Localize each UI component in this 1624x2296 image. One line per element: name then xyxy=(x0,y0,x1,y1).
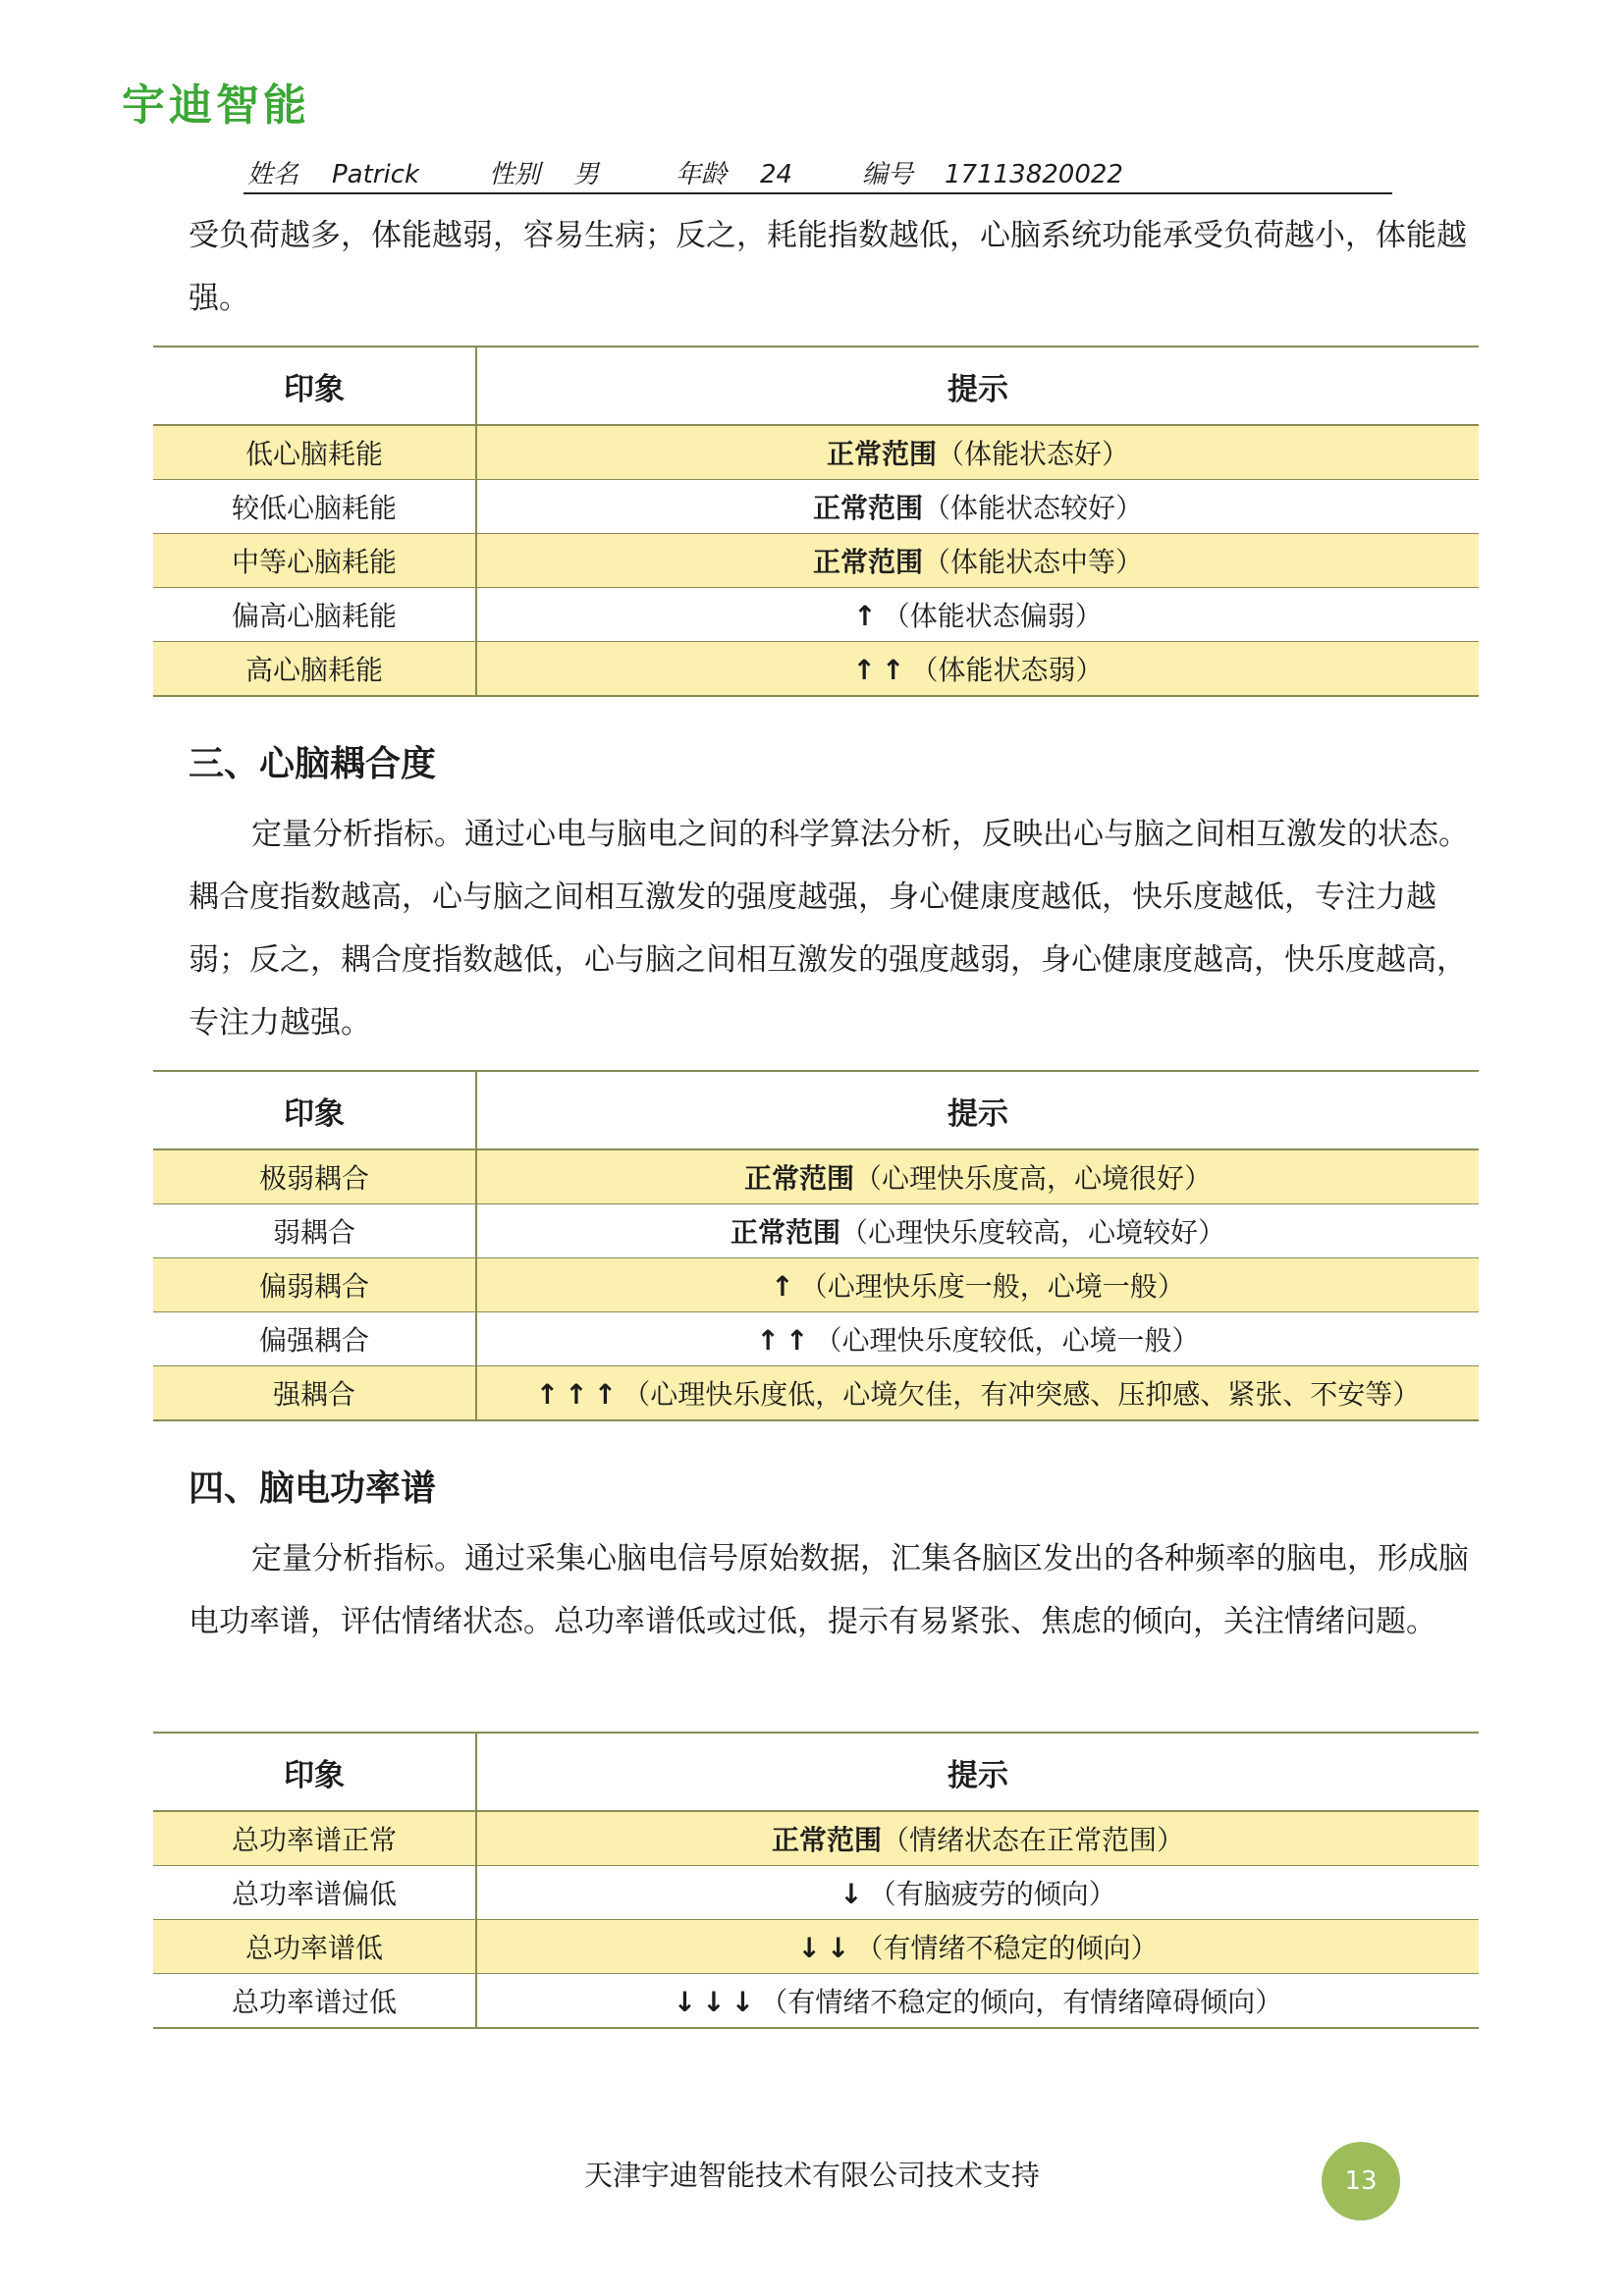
row-impression: 高心脑耗能 xyxy=(153,642,476,697)
name-label: 姓名 xyxy=(247,160,299,189)
table-header-hint: 提示 xyxy=(476,347,1479,425)
arrow-up-icon: ↑↑↑ xyxy=(535,1378,623,1411)
table-header-impression: 印象 xyxy=(153,1071,476,1149)
row-impression: 总功率谱正常 xyxy=(153,1811,476,1866)
row-impression: 偏强耦合 xyxy=(153,1312,476,1366)
table-coupling xyxy=(153,1070,1479,1421)
table-row xyxy=(153,642,1479,697)
table-row xyxy=(153,1149,1479,1204)
hint-note: （有情绪不稳定的倾向） xyxy=(855,1932,1159,1964)
hint-strong: 正常范围 xyxy=(743,1162,854,1195)
row-hint xyxy=(476,534,1479,588)
table-row xyxy=(153,534,1479,588)
row-hint xyxy=(476,1974,1479,2029)
row-hint xyxy=(476,642,1479,697)
arrow-up-icon: ↑↑ xyxy=(852,654,911,686)
section4-title: 四、脑电功率谱 xyxy=(189,1468,437,1509)
table-row xyxy=(153,588,1479,642)
row-hint xyxy=(476,1149,1479,1204)
table-header-impression: 印象 xyxy=(153,347,476,425)
row-impression: 总功率谱偏低 xyxy=(153,1866,476,1920)
hint-note: （体能状态中等） xyxy=(923,546,1144,578)
arrow-down-icon: ↓↓ xyxy=(797,1932,856,1964)
hint-note: （心理快乐度低，心境欠佳，有冲突感、压抑感、紧张、不安等） xyxy=(623,1378,1421,1411)
hint-strong: 正常范围 xyxy=(730,1216,840,1249)
row-hint xyxy=(476,1866,1479,1920)
hint-note: （体能状态偏弱） xyxy=(882,600,1103,632)
table-row xyxy=(153,480,1479,534)
footer-credit: 天津宇迪智能技术有限公司技术支持 xyxy=(583,2159,1040,2192)
row-hint xyxy=(476,425,1479,480)
hint-note: （心理快乐度较高，心境较好） xyxy=(840,1216,1226,1249)
row-hint xyxy=(476,1312,1479,1366)
row-hint xyxy=(476,1258,1479,1312)
table-row xyxy=(153,1866,1479,1920)
id-label: 编号 xyxy=(862,160,914,189)
row-impression: 偏弱耦合 xyxy=(153,1258,476,1312)
table-row xyxy=(153,1312,1479,1366)
row-impression: 总功率谱过低 xyxy=(153,1974,476,2029)
row-impression: 低心脑耗能 xyxy=(153,425,476,480)
hint-strong: 正常范围 xyxy=(812,492,923,524)
age-value: 24 xyxy=(760,160,793,189)
table-row xyxy=(153,1366,1479,1421)
table-header-impression: 印象 xyxy=(153,1733,476,1811)
row-impression: 中等心脑耗能 xyxy=(153,534,476,588)
section2-tail-paragraph: 受负荷越多，体能越弱，容易生病；反之，耗能指数越低，心脑系统功能承受负荷越小，体能越强。 xyxy=(189,218,1467,316)
table-row xyxy=(153,1204,1479,1258)
row-impression: 强耦合 xyxy=(153,1366,476,1421)
table-row xyxy=(153,1811,1479,1866)
row-impression: 较低心脑耗能 xyxy=(153,480,476,534)
row-hint xyxy=(476,1204,1479,1258)
patient-info-header xyxy=(244,157,1392,194)
id-value: 17113820022 xyxy=(945,160,1123,189)
hint-strong: 正常范围 xyxy=(826,438,937,470)
hint-note: （体能状态较好） xyxy=(923,492,1144,524)
hint-note: （心理快乐度较低，心境一般） xyxy=(814,1324,1200,1357)
row-impression: 弱耦合 xyxy=(153,1204,476,1258)
hint-note: （心理快乐度一般，心境一般） xyxy=(799,1270,1185,1303)
row-impression: 极弱耦合 xyxy=(153,1149,476,1204)
table-row xyxy=(153,1258,1479,1312)
row-hint xyxy=(476,1366,1479,1421)
page-number-badge: 13 xyxy=(1322,2142,1400,2220)
section4-body: 定量分析指标。通过采集心脑电信号原始数据，汇集各脑区发出的各种频率的脑电，形成脑电功率谱，评估情绪状态。总功率谱低或过低，提示有易紧张、焦虑的倾向，关注情绪问题。 xyxy=(189,1541,1469,1639)
row-hint xyxy=(476,1811,1479,1866)
arrow-down-icon: ↓ xyxy=(839,1878,869,1910)
hint-note: （心理快乐度高，心境很好） xyxy=(854,1162,1213,1195)
hint-strong: 正常范围 xyxy=(771,1824,882,1856)
table-header-hint: 提示 xyxy=(476,1071,1479,1149)
arrow-up-icon: ↑ xyxy=(771,1270,800,1303)
age-label: 年龄 xyxy=(676,160,728,189)
gender-label: 性别 xyxy=(489,160,541,189)
arrow-up-icon: ↑↑ xyxy=(756,1324,815,1357)
section3-body: 定量分析指标。通过心电与脑电之间的科学算法分析，反映出心与脑之间相互激发的状态。耦合度指数越高，心与脑之间相互激发的强度越强，身心健康度越低，快乐度越低，专注力越弱；反之，耦合度指数越低，心与脑之间相互激发的强度越弱，身心健康度越高，快乐度越高，专注力越强。 xyxy=(189,817,1469,1041)
table-header-hint: 提示 xyxy=(476,1733,1479,1811)
hint-note: （有脑疲劳的倾向） xyxy=(868,1878,1116,1910)
row-hint xyxy=(476,480,1479,534)
hint-note: （体能状态弱） xyxy=(910,654,1104,686)
company-logo: 宇迪智能 xyxy=(122,80,310,131)
row-hint xyxy=(476,1920,1479,1974)
arrow-down-icon: ↓↓↓ xyxy=(673,1986,761,2018)
row-impression: 总功率谱低 xyxy=(153,1920,476,1974)
hint-note: （情绪状态在正常范围） xyxy=(882,1824,1185,1856)
arrow-up-icon: ↑ xyxy=(853,600,883,632)
row-impression: 偏高心脑耗能 xyxy=(153,588,476,642)
table-row xyxy=(153,1974,1479,2029)
table-energy xyxy=(153,346,1479,697)
section3-title: 三、心脑耦合度 xyxy=(189,744,437,784)
table-row xyxy=(153,1920,1479,1974)
row-hint xyxy=(476,588,1479,642)
table-row xyxy=(153,425,1479,480)
hint-strong: 正常范围 xyxy=(812,546,923,578)
gender-value: 男 xyxy=(573,160,600,189)
name-value: Patrick xyxy=(332,160,420,189)
hint-note: （有情绪不稳定的倾向，有情绪障碍倾向） xyxy=(760,1986,1283,2018)
hint-note: （体能状态好） xyxy=(937,438,1130,470)
table-power-spectrum xyxy=(153,1732,1479,2029)
